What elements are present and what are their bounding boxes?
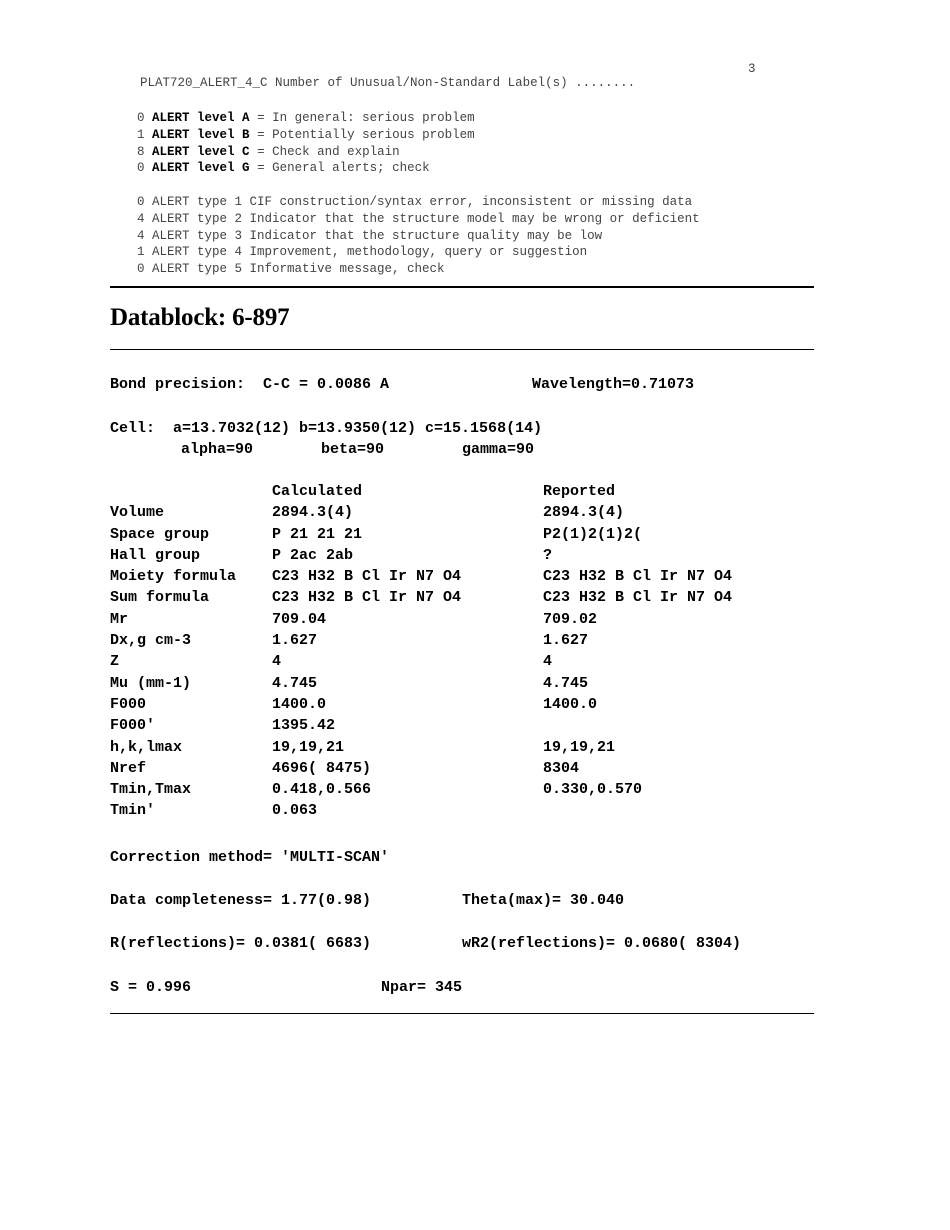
row-calculated: 19,19,21 [272,738,345,756]
table-row [110,610,598,632]
row-label: h,k,lmax [110,738,183,756]
alert-level-g [137,160,475,177]
alert-types-list [137,194,700,278]
alert-levels-list [137,110,475,177]
level-label: ALERT level G [152,161,250,176]
datablock-divider-top [110,349,814,350]
row-label: Z [110,653,120,671]
row-label: Mu (mm-1) [110,674,192,692]
alert-level-b [137,127,475,144]
table-row [110,504,625,525]
alert-type-3: 4 ALERT type 3 Indicator that the structure quality may be low [137,228,603,243]
alert-type-5: 0 ALERT type 5 Informative message, check [137,262,445,277]
row-reported: P2(1)2(1)2( [543,525,643,543]
row-label: Tmin,Tmax [110,781,192,799]
datablock-title: Datablock: 6-897 [110,304,290,331]
table-row [110,674,589,696]
table-row [110,781,643,802]
bond-precision: Bond precision: C-C = 0.0086 A [110,376,390,393]
alert-level-c [137,144,475,161]
row-calculated: 1.627 [272,632,318,650]
section-divider-thick [110,286,814,288]
row-calculated: 4 [272,653,282,671]
row-calculated: 1400.0 [272,695,327,713]
theta-max: Theta(max)= 30.040 [462,892,625,909]
alert-level-a [137,110,475,127]
row-reported: 709.02 [543,610,598,628]
row-reported: C23 H32 B Cl Ir N7 O4 [543,568,733,586]
table-row [110,525,643,547]
row-label: Volume [110,504,165,522]
alert-type-2: 4 ALERT type 2 Indicator that the structure model may be wrong or deficient [137,211,700,226]
row-reported: 2894.3(4) [543,504,625,522]
table-row [110,546,553,568]
table-row [110,632,589,653]
alert-type-4: 1 ALERT type 4 Improvement, methodology, query or suggestion [137,245,588,260]
row-calculated: C23 H32 B Cl Ir N7 O4 [272,589,462,607]
row-calculated: C23 H32 B Cl Ir N7 O4 [272,568,462,586]
level-label: ALERT level A [152,111,250,125]
datablock-divider-bottom [110,1013,814,1014]
r-reflections: R(reflections)= 0.0381( 6683) [110,935,372,952]
wavelength: Wavelength=0.71073 [532,376,695,393]
row-label: Hall group [110,546,201,564]
npar: Npar= 345 [381,979,463,996]
row-label: Space group [110,525,210,543]
level-label: ALERT level C [152,144,250,159]
row-reported: 4.745 [543,674,589,692]
level-label: ALERT level B [152,127,250,142]
level-count: 8 [137,144,145,159]
alert-type-1: 0 ALERT type 1 CIF construction/syntax error, inconsistent or missing data [137,195,693,209]
row-label: Tmin' [110,802,156,820]
row-reported: 4 [543,653,553,671]
header-calculated: Calculated [272,483,363,500]
row-label: F000' [110,717,156,735]
row-reported: 8304 [543,759,580,777]
table-row [110,802,318,823]
cell-parameters: Cell: a=13.7032(12) b=13.9350(12) c=15.1568(14) [110,420,543,437]
table-row [110,759,580,781]
level-desc: = Potentially serious problem [249,127,475,142]
table-row [110,589,733,610]
wr2-reflections: wR2(reflections)= 0.0680( 8304) [462,935,742,952]
table-row [110,695,598,717]
calculated-reported-table [110,483,733,824]
row-calculated: 4.745 [272,674,318,692]
row-label: Mr [110,610,129,628]
correction-method: Correction method= 'MULTI-SCAN' [110,849,390,866]
row-calculated: 1395.42 [272,717,336,735]
table-row [110,717,336,738]
alert-count: 3 [748,62,756,76]
level-desc: = General alerts; check [249,161,430,176]
row-reported: 0.330,0.570 [543,781,643,799]
row-calculated: 2894.3(4) [272,504,354,522]
level-count: 0 [137,111,145,125]
table-row [110,738,616,760]
alert-text: PLAT720_ALERT_4_C Number of Unusual/Non-Standard Label(s) ........ [140,76,636,90]
row-calculated: P 21 21 21 [272,525,363,543]
level-count: 1 [137,127,145,142]
cell-gamma: gamma=90 [462,441,535,458]
row-label: Sum formula [110,589,210,607]
row-calculated: 4696( 8475) [272,759,372,777]
row-label: Moiety formula [110,568,237,586]
row-label: Nref [110,759,147,777]
row-calculated: 0.418,0.566 [272,781,372,799]
row-label: F000 [110,695,147,713]
cell-beta: beta=90 [321,441,385,458]
row-reported: C23 H32 B Cl Ir N7 O4 [543,589,733,607]
cell-alpha: alpha=90 [181,441,254,458]
row-calculated: P 2ac 2ab [272,546,354,564]
header-reported: Reported [543,483,616,500]
table-header [110,483,616,504]
row-reported: 19,19,21 [543,738,616,756]
row-reported: ? [543,546,553,564]
row-reported: 1.627 [543,632,589,650]
level-count: 0 [137,161,145,176]
data-completeness: Data completeness= 1.77(0.98) [110,892,372,909]
s-value: S = 0.996 [110,979,192,996]
row-reported: 1400.0 [543,695,598,713]
level-desc: = In general: serious problem [249,111,475,125]
row-calculated: 0.063 [272,802,318,820]
table-row [110,653,553,674]
level-desc: = Check and explain [249,144,400,159]
table-row [110,568,733,589]
row-calculated: 709.04 [272,610,327,628]
row-label: Dx,g cm-3 [110,632,192,650]
